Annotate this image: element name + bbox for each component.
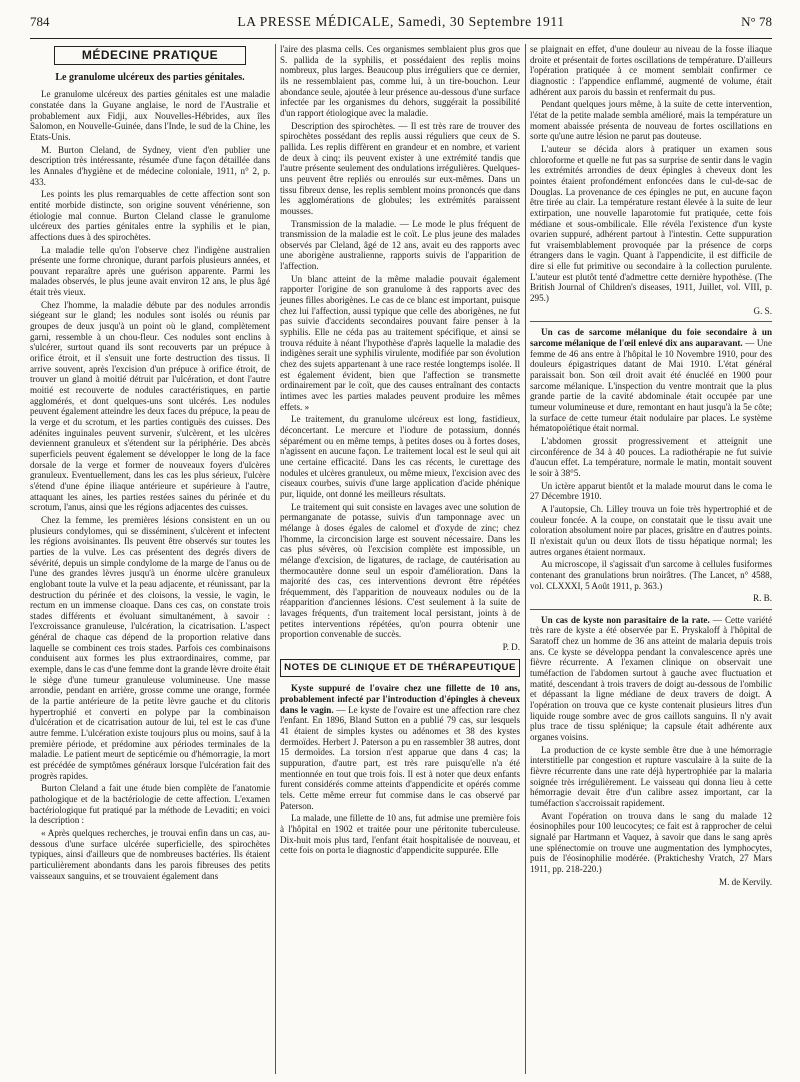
paragraph-text: — Cette variété très rare de kyste a été observée par E. Pryskaloff à l'hôpital de Saratoff chez un homme de 36 ans atteint de malaria depuis trois ans. Ce kyste se développa pendant la convalescence après une fièvre récurrente. A l'examen clinique on observait une tuméfaction de l'abdomen surtout à gauche avec fluctuation et matité, descendant à trois travers de doigt au-dessous de l'ombilic et dépassant la ligne médiane de deux travers de doigt. A l'opération on trouva que ce kyste contenait plusieurs litres d'un liquide rouge sombre avec de gros caillots sanguins. Il n'y avait plus trace de tissu splénique; la capsule était adhérente aux organes voisins. <box>530 614 772 743</box>
column-1 <box>30 44 270 883</box>
paragraph: Au microscope, il s'agissait d'un sarcome à cellules fusiformes contenant des granulations brun noirâtres. (The Lancet, n° 4588, vol. CLXXXI, 5 Août 1911, p. 363.) <box>530 559 772 591</box>
paragraph: Avant l'opération on trouva dans le sang du malade 12 éosinophiles pour 100 leucocytes; ce fait est à rapprocher de celui signalé par Hartmann et Vaquez, à savoir que dans le sang après une splénectomie on trouve une augmentation des lymphocytes, puis de l'éosinophilie modérée. (Prakticheshy Vratch, 27 Mars 1911, pp. 218-220.) <box>530 810 772 874</box>
paragraph <box>530 327 772 434</box>
paragraph: l'aire des plasma cells. Ces organismes semblaient plus gros que S. pallida de la syphilis, et possédaient des replis moins nombreux, plus larges. Beaucoup plus irréguliers que ce dernier, ils ne ressemblaient pas, comme lui, à un tire-bouchon. Leur abondance seule, ajoutée à leur présence au-dessous d'une surface infectée par les organismes du dehors, suggérait la possibilité d'un rapport étiologique avec la maladie. <box>280 44 520 118</box>
paragraph-text: — Une femme de 46 ans entre à l'hôpital le 10 Novembre 1910, pour des douleurs épigastriques datant de Mai 1910. L'état général paraissait bon. Son œil droit avait été énucléé en 1900 pour sarcome mélanique. L'inspection du ventre montrait que la plus grande partie de la cavité abdominale était occupée par une tumeur volumineuse et dure, remontant en haut jusqu'à la 5e côte; la surface de cette tumeur était nodulaire par places. Le système hématopoïétique était normal. <box>530 338 772 434</box>
paragraph: Pendant quelques jours même, à la suite de cette intervention, l'état de la petite malade sembla amélioré, mais la température un moment abaissée présenta de nouveau de fortes oscillations en sorte qu'une autre lésion ne parut pas douteuse. <box>530 99 772 142</box>
issue-number: N° 78 <box>741 14 772 29</box>
paragraph: Chez l'homme, la maladie débute par des nodules arrondis siégeant sur le gland; les nodules sont isolés ou réunis par groupes de deux jusqu'à un point où le gland, complètement garni, ressemble à un chou-fleur. Ces nodules sont enclins à s'ulcérer, surtout quand ils sont recouverts par un prépuce à orifice étroit, et il s'ensuit une forte destruction des tissus. Il arrive souvent, après l'excision d'un prépuce à orifice étroit, de trouver un gland à moitié détruit par l'ulcération, et dont l'autre moitié est recouverte de nodules caractéristiques, en partie agglomérés, et dont quelques-uns sont ulcérés. Les nodules peuvent également atteindre les deux faces du prépuce, la peau de la verge et du scrotum, et les parties contiguës des cuisses. Des adénites inguinales peuvent survenir, s'ulcèrent, et les ulcères deviennent granuleux et s'étendent sur la périphérie. Des abcès superficiels peuvent également se développer le long de la face dorsale de la verge et former de nouveaux foyers d'ulcères granuleux. Eventuellement, dans les cas les plus sérieux, l'ulcère s'étend d'une épine iliaque antérieure et supérieure à l'autre, attaquant les aines, les parties restées saines du périnée et du scrotum, l'anus, ainsi que les régions adjacentes des cuisses. <box>30 299 270 513</box>
paragraph: Un blanc atteint de la même maladie pouvait également rapporter l'origine de son granulome à des rapports avec des jeunes filles aborigènes. Le cas de ce blanc est important, puisque chez lui l'affection, aussi typique que celle des aborigènes, ne fut pas suivie d'accidents secondaires pouvant faire penser à la syphilis. Elle ne céda pas au traitement spécifique, et ainsi se trouva réduite à néant l'hypothèse d'après laquelle la maladie des indigènes serait une syphilis virulente, modifiée par son évolution chez des sujets appartenant à une race restée longtemps isolée. Il est également évident, bien que l'affection se transmette ordinairement par le coït, que des causes entraînant des contacts intimes avec les parties malades peuvent produire les mêmes effets. » <box>280 273 520 412</box>
column-divider <box>525 44 526 1074</box>
paragraph <box>280 683 520 811</box>
paragraph: L'abdomen grossit progressivement et atteignit une circonférence de 34 à 40 pouces. La radiothérapie ne fut suivie d'aucun effet. La température, normale le matin, montait souvent le soir à 38°5. <box>530 435 772 478</box>
run-in-title: Kyste suppuré de l'ovaire chez une fillette de 10 ans, probablement infecté par l'introduction d'épingles à cheveux dans le vagin. <box>280 683 520 715</box>
paragraph: Le traitement, du granulome ulcéreux est long, fastidieux, déconcertant. Le mercure et l'iodure de potassium, donnés séparément ou en même temps, à petites doses ou à fortes doses, n'agissent en aucune façon. Le traitement local est le seul qui ait une certaine efficacité. Dans les cas récents, le curettage des nodules et ulcères granuleux, ou même mieux, l'excision avec des ciseaux courbes, suivis d'une large application d'acide phénique pur, liquide, ont donné les meilleurs résultats. <box>280 414 520 499</box>
page-number: 784 <box>30 14 50 29</box>
separator <box>530 609 772 610</box>
paragraph: Le traitement qui suit consiste en lavages avec une solution de permanganate de potasse, suivis d'un tamponnage avec un mélange à doses égales de calomel et d'oxyde de zinc; chez l'homme, la circoncision large est souvent nécessaire. Dans les cas plus sévères, où l'excision complète est impossible, un mélange d'excision, de ligatures, de raclage, de cautérisation au thermocautère donne seul un espoir d'amélioration. Dans la majorité des cas, ces interventions devront être répétées fréquemment, dès l'apparition de nouveaux nodules ou de la réapparition d'anciennes lésions. C'est seulement à la suite de lavages fréquents, d'un traitement local persistant, joints à de petites interventions répétées, qu'on pourra obtenir une proportion convenable de succès. <box>280 501 520 640</box>
paragraph: M. Burton Cleland, de Sydney, vient d'en publier une description très intéressante, résumée d'une façon détaillée dans les Annales d'hygiène et de médecine coloniale, 1911, n° 2, p. 433. <box>30 144 270 187</box>
section-heading: MÉDECINE PRATIQUE <box>54 46 246 65</box>
section-heading: NOTES DE CLINIQUE ET DE THÉRAPEUTIQUE <box>280 659 520 678</box>
paragraph: La maladie telle qu'on l'observe chez l'indigène australien présente une forme chronique, durant parfois plusieurs années, et pouvant reparaître après une guérison apparente. Parmi les malades observés, le plus jeune avait environ 12 ans, le plus âgé était très vieux. <box>30 244 270 298</box>
header-rule <box>30 38 772 39</box>
paragraph <box>530 615 772 743</box>
paragraph: Transmission de la maladie. — Le mode le plus fréquent de transmission de la maladie est le coït. Le plus jeune des malades observés par Cleland, âgé de 12 ans, avait eu des rapports avec une aborigène australienne, rapports suivis de l'apparition de l'affection. <box>280 218 520 272</box>
column-2 <box>280 44 520 858</box>
paragraph: Description des spirochètes. — Il est très rare de trouver des spirochètes possédant des replis aussi réguliers que ceux de S. pallida. Les replis diffèrent en grandeur et en nombre, et varient de deux à cinq; ils peuvent exister à une extrémité tandis que l'autre présente seulement des ondulations irrégulières. Quelques-uns peuvent être repliés ou enroulés sur eux-mêmes. Dans un tissu fibreux dense, les replis semblent moins prononcés que dans les agglomérations de globules; les extrémités paraissent mousses. <box>280 120 520 216</box>
paragraph: Les points les plus remarquables de cette affection sont son entité morbide distincte, son origine souvent vénérienne, son étiologie mal connue. Burton Cleland classe le granulome ulcéreux des parties génitales entre la syphilis et le pian, affections dues à des spirochètes. <box>30 189 270 242</box>
signature: G. S. <box>753 305 772 316</box>
paragraph: Chez la femme, les premières lésions consistent en un ou plusieurs condylomes, qui se disséminent, s'ulcèrent et infectent les régions avoisinantes. Ils peuvent être observés sur toutes les parties de la vulve. Les cas présentent des degrés divers de sévérité, depuis un simple condylome de la marge de l'anus ou de l'une des grandes lèvres jusqu'à un énorme ulcère granuleux englobant toute la vulve et la peau adjacente, et réunissant, par la destruction du périnée et des cloisons, la vessie, le vagin, le rectum en un immense cloaque. Dans ces cas, on constate trois stades différents et évoluant simultanément, à savoir : l'excroissance granuleuse, l'ulcération, la cicatrisation. L'aspect général de chaque cas dépend de la proportion relative dans laquelle se combinent ces trois stades. Parfois ces combinaisons conduisent aux formes les plus extraordinaires, comme, par exemple, dans le cas d'une femme dont la grande lèvre droite était le siège d'une tumeur granuleuse volumineuse. Une masse arrondie, pendant en arrière, grosse comme une orange, formée de la partie antérieure de la petite lèvre gauche et du clitoris hypertrophié et converti en polype par la combinaison d'ulcération et de cicatrisation autour de lui, tel est le cas d'une autre femme. L'ulcération existe toujours plus ou moins, sauf à la première période, et prédomine aux périodes terminales de la maladie. Le patient meurt de septicémie ou d'hémorragie, la mort est précédée de symptômes généraux lorsque l'ulcération fait des progrès rapides. <box>30 514 270 781</box>
column-divider <box>275 44 276 1074</box>
article-title: Le granulome ulcéreux des parties génitales. <box>55 71 245 83</box>
paragraph: La malade, une fillette de 10 ans, fut admise une première fois à l'hôpital en 1902 et traitée pour une péritonite tuberculeuse. Dix-huit mois plus tard, l'enfant était hospitalisée de nouveau, et cette fois on porta le diagnostic d'appendicite suppurée. Elle <box>280 813 520 856</box>
paragraph: « Après quelques recherches, je trouvai enfin dans un cas, au-dessous d'une surface ulcérée superficielle, des spirochètes typiques, ainsi d'ailleurs que de nombreuses bactéries. Ils étaient particulièrement abondants dans les parois fibreuses des petits vaisseaux sanguins, et se trouvaient également dans <box>30 827 270 881</box>
signature: P. D. <box>502 642 520 653</box>
journal-title: LA PRESSE MÉDICALE, Samedi, 30 Septembre 1911 <box>237 14 565 29</box>
paragraph-text: — Le kyste de l'ovaire est une affection rare chez l'enfant. En 1896, Bland Sutton en a publié 79 cas, sur lesquels 41 étaient de simples kystes ou adénomes et 38 des kystes dermoïdes. Herbert J. Paterson a pu en rassembler 38 autres, dont 15 dermoïdes. La torsion n'est apparue que dans 4 cas; la suppuration, d'autre part, est très rare puisqu'elle n'a été mentionnée en tout que trois fois. Il est à noter que deux enfants furent considérés comme atteints d'appendicite et opérés comme tels. Cette même erreur fut commise dans le cas observé par Paterson. <box>280 704 520 811</box>
signature: R. B. <box>753 593 772 604</box>
paragraph: A l'autopsie, Ch. Lilley trouva un foie très hypertrophié et de couleur foncée. A la coupe, on constatait que le tissu avait une coloration absolument noire par places, grisâtre en d'autres points. Il n'existait qu'un ou deux îlots de tissu hépatique normal; les autres organes étaient normaux. <box>530 503 772 557</box>
paragraph: L'auteur se décida alors à pratiquer un examen sous chloroforme et quelle ne fut pas sa surprise de sentir dans le vagin les extrémités arrondies de deux épingles à cheveux dont les pointes étaient profondément enfoncées dans le cul-de-sac de Douglas. La provenance de ces épingles ne put, en aucune façon être tirée au clair. La température restant élevée à la suite de leur extirpation, une nouvelle laparotomie fut pratiquée, cette fois médiane et sous-ombilicale. Elle révéla l'existence d'un kyste ovarien suppuré, adhérent partout à l'intestin. Cette suppuration fut vraisemblablement provoquée par la présence de corps étrangers dans le vagin. Quant à l'appendicite, il est difficile de dire si elle fut primitive ou secondaire à la collection purulente. L'auteur est plutôt tenté d'admettre cette dernière hypothèse. (The British Journal of Children's diseases, 1911, Juillet, vol. VIII, p. 295.) <box>530 143 772 304</box>
separator <box>530 321 772 322</box>
paragraph: Burton Cleland a fait une étude bien complète de l'anatomie pathologique et de la bactériologie de cette affection. L'examen bactériologique fut pratiqué par la méthode de Levaditi; en voici la description : <box>30 783 270 826</box>
paragraph: La production de ce kyste semble être due à une hémorragie interstitielle par congestion et rupture vasculaire à la suite de la fièvre récurrente dans une rate déjà hypertrophiée par la malaria soignée très irrégulièrement. Le vaisseau qui donna lieu à cette hémorragie devait être d'un calibre assez important, car la tuméfaction s'accroissait rapidement. <box>530 744 772 808</box>
paragraph: Un ictère apparut bientôt et la malade mourut dans le coma le 27 Décembre 1910. <box>530 480 772 502</box>
paragraph: Le granulome ulcéreux des parties génitales est une maladie constatée dans la Guyane anglaise, le nord de l'Australie et probablement aux Fidji, aux Nouvelles-Hébrides, aux îles Salomon, en Nouvelle-Guinée, dans l'Inde, le sud de la Chine, les Etats-Unis. <box>30 89 270 142</box>
column-3 <box>530 44 772 892</box>
run-in-title: Un cas de sarcome mélanique du foie secondaire à un sarcome mélanique de l'œil enlevé dix ans auparavant. <box>530 327 772 349</box>
page-header <box>30 14 772 32</box>
signature: M. de Kervily. <box>719 876 772 887</box>
run-in-title: Un cas de kyste non parasitaire de la rate. <box>541 614 710 625</box>
paragraph: se plaignait en effet, d'une douleur au niveau de la fosse iliaque droite et présentait de fortes oscillations de température. D'ailleurs l'opération pratiquée à ce moment semblait confirmer ce diagnostic : l'appendice enflammé, augmenté de volume, était adhérent aux parois du bassin et renfermait du pus. <box>530 44 772 97</box>
